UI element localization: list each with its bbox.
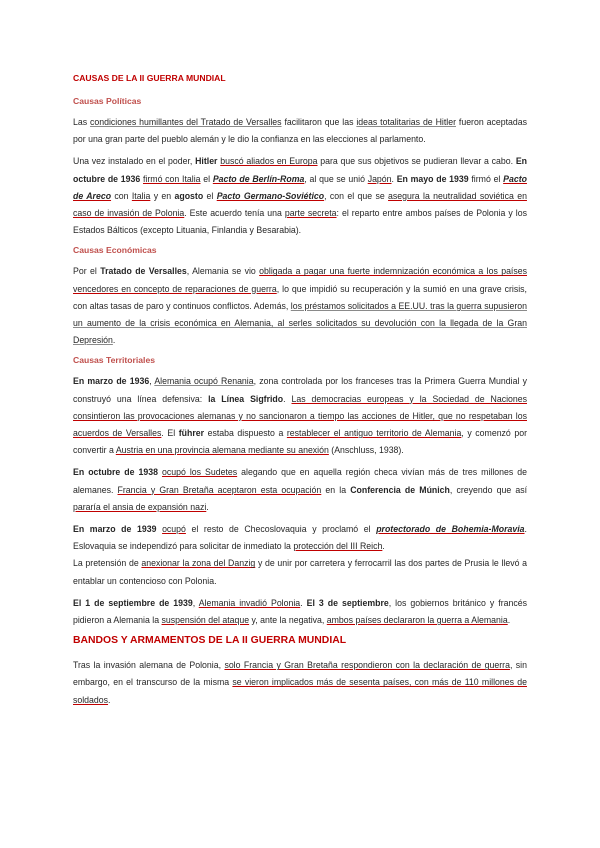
heading-causas-economicas: Causas Económicas [73, 245, 157, 256]
heading-causas-territoriales: Causas Territoriales [73, 355, 155, 366]
document-body [73, 72, 527, 714]
paragraph-territoriales-1: En marzo de 1936, Alemania ocupó Renania, zona controlada por los franceses tras la Primera Guerra Mundial y construyó una línea defensiva: la Línea Sigfrido. Las democracias europeas y la Sociedad de Naciones consintieron las provocaciones alemanas y no sancionaron a tiempo las acciones de Hitler, que no respetaban los acuerdos de Versalles. El führer estaba dispuesto a restablecer el antiguo territorio de Alemania, y comenzó por convertir a Austria en una provincia alemana mediante su anexión (Anschluss, 1938). [73, 376, 528, 456]
heading-bandos-armamentos: BANDOS Y ARMAMENTOS DE LA II GUERRA MUNDIAL [73, 635, 347, 647]
paragraph-territoriales-3: En marzo de 1939 ocupó el resto de Checoslovaquia y proclamó el protectorado de Bohemia-Moravia. Eslovaquia se independizó para solicitar de inmediato la protección del III Reich. [73, 524, 527, 552]
main-title: CAUSAS DE LA II GUERRA MUNDIAL [73, 73, 226, 83]
paragraph-economicas-1: Por el Tratado de Versalles, Alemania se vio obligada a pagar una fuerte indemnización económica a los países vencedores en concepto de reparaciones de guerra, lo que impidió su recuperación y la sumió en una grave crisis, con altas tasas de paro y continuos conflictos. Además, los préstamos solicitados a EE.UU. tras la guerra supusieron un aumento de la crisis económica en Alemania, al serles solicitados su devolución con la llegada de la Gran Depresión. [73, 266, 527, 346]
paragraph-territoriales-5: El 1 de septiembre de 1939, Alemania invadió Polonia. El 3 de septiembre, los gobiernos británico y francés pidieron a Alemania la suspensión del ataque y, ante la negativa, ambos países declararon la guerra a Alemania. [73, 597, 527, 626]
paragraph-territoriales-2: En octubre de 1938 ocupó los Sudetes alegando que en aquella región checa vivían más de tres millones de alemanes. Francia y Gran Bretaña aceptaron esta ocupación en la Conferencia de Múnich, creyendo que así pararía el ansia de expansión nazi. [73, 467, 527, 512]
paragraph-territoriales-4: La pretensión de anexionar la zona del Danzig y de unir por carretera y ferrocarril las dos partes de Prusia le llevó a entablar un contencioso con Polonia. [73, 558, 528, 586]
paragraph-politicas-2: Una vez instalado en el poder, Hitler buscó aliados en Europa para que sus objetivos se pudieran llevar a cabo. En octubre de 1936 firmó con Italia el Pacto de Berlín-Roma, al que se unió Japón. En mayo de 1939 firmó el Pacto de Areco con Italia y en agosto el Pacto Germano-Soviético, con el que se asegura la neutralidad soviética en caso de invasión de Polonia. Este acuerdo tenía una parte secreta: el reparto entre ambos países de Polonia y los Estados Bálticos (excepto Lituania, Finlandia y Besarabia). [73, 156, 527, 236]
paragraph-bandos-1: Tras la invasión alemana de Polonia, solo Francia y Gran Bretaña respondieron con la declaración de guerra, sin embargo, en el transcurso de la misma se vieron implicados más de sesenta países, con más de 110 millones de soldados. [73, 660, 527, 705]
paragraph-politicas-1: Las condiciones humillantes del Tratado de Versalles facilitaron que las ideas totalitarias de Hitler fueron aceptadas por una gran parte del pueblo alemán y le dio la confianza en las elecciones al parlamento. [73, 117, 527, 145]
heading-causas-politicas: Causas Políticas [73, 96, 142, 106]
